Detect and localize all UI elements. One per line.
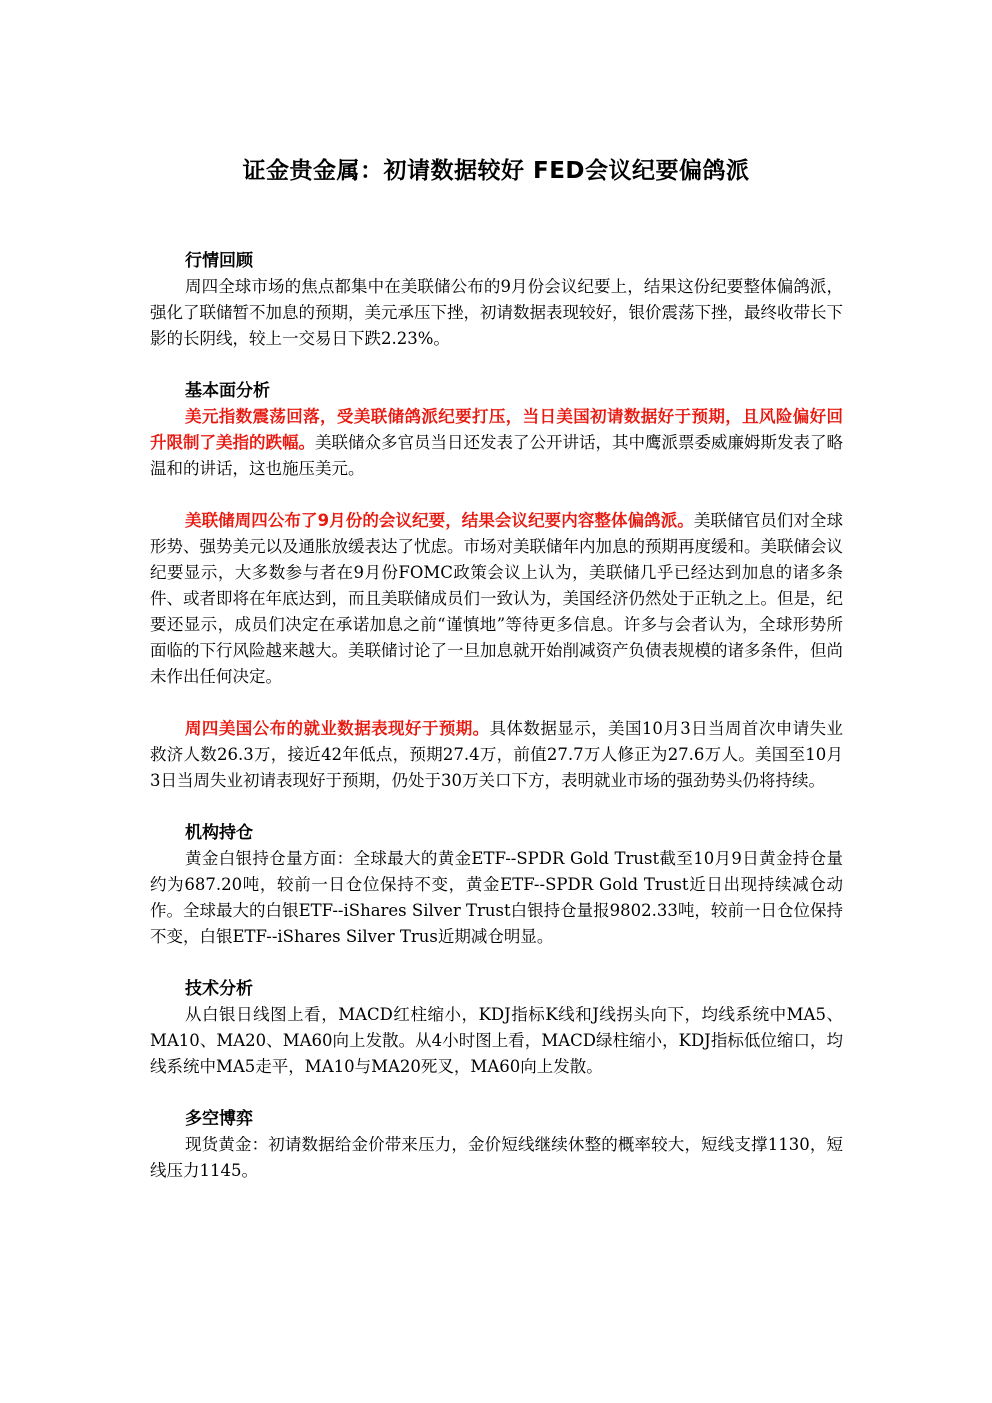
section-technical-analysis	[150, 976, 843, 1080]
paragraph-highlight: 美联储周四公布了9月份的会议纪要，结果会议纪要内容整体偏鸽派。	[185, 511, 694, 530]
paragraph	[150, 1132, 843, 1184]
section-heading: 行情回顾	[185, 251, 253, 271]
spacer	[150, 482, 843, 508]
paragraph	[150, 1002, 843, 1080]
section-heading: 基本面分析	[185, 381, 270, 401]
section-heading: 机构持仓	[185, 823, 253, 843]
spacer	[150, 794, 843, 820]
spacer	[150, 690, 843, 716]
document-title: 证金贵金属：初请数据较好 FED会议纪要偏鸽派	[242, 158, 750, 184]
paragraph	[150, 274, 843, 352]
paragraph-text: 从白银日线图上看，MACD红柱缩小，KDJ指标K线和J线拐头向下，均线系统中MA5、MA10、MA20、MA60向上发散。从4小时图上看，MACD绿柱缩小，KDJ指标低位缩口，均线系统中MA5走平，MA10与MA20死叉，MA60向上发散。	[150, 1005, 843, 1076]
paragraph-text: 美联储众多官员当日还发表了公开讲话，其中鹰派票委威廉姆斯发表了略温和的讲话，这也施压美元。	[150, 433, 843, 478]
paragraph	[150, 846, 843, 950]
paragraph-text: 现货黄金：初请数据给金价带来压力，金价短线继续休整的概率较大，短线支撑1130，短线压力1145。	[150, 1135, 843, 1180]
paragraph-text: 黄金白银持仓量方面：全球最大的黄金ETF--SPDR Gold Trust截至10月9日黄金持仓量约为687.20吨，较前一日仓位保持不变，黄金ETF--SPDR Gold Trust近日出现持续减仓动作。全球最大的白银ETF--iShares Silver Trust白银持仓量报9802.33吨，较前一日仓位保持不变，白银ETF--iShares Silver Trus近期减仓明显。	[150, 849, 843, 946]
section-heading: 多空博弈	[185, 1109, 253, 1129]
paragraph-text: 美联储官员们对全球形势、强势美元以及通胀放缓表达了忧虑。市场对美联储年内加息的预期再度缓和。美联储会议纪要显示，大多数参与者在9月份FOMC政策会议上认为，美联储几乎已经达到加息的诸多条件、或者即将在年底达到，而且美联储成员们一致认为，美国经济仍然处于正轨之上。但是，纪要还显示，成员们决定在承诺加息之前“谨慎地”等待更多信息。许多与会者认为，全球形势所面临的下行风险越来越大。美联储讨论了一旦加息就开始削减资产负债表规模的诸多条件，但尚未作出任何决定。	[150, 511, 844, 686]
section-heading: 技术分析	[185, 979, 253, 999]
paragraph-text: 具体数据显示，美国10月3日当周首次申请失业救济人数26.3万，接近42年低点，预期27.4万，前值27.7万人修正为27.6万人。美国至10月3日当周失业初请表现好于预期，仍处于30万关口下方，表明就业市场的强劲势头仍将持续。	[150, 719, 844, 790]
document-body	[150, 248, 843, 1184]
paragraph	[150, 404, 843, 482]
section-bull-bear	[150, 1106, 843, 1184]
paragraph-text: 周四全球市场的焦点都集中在美联储公布的9月份会议纪要上，结果这份纪要整体偏鸽派，强化了联储暂不加息的预期，美元承压下挫，初请数据表现较好，银价震荡下挫，最终收带长下影的长阴线，较上一交易日下跌2.23%。	[150, 277, 843, 348]
spacer	[150, 352, 843, 378]
paragraph-highlight: 周四美国公布的就业数据表现好于预期。	[185, 719, 490, 738]
spacer	[150, 950, 843, 976]
paragraph	[150, 716, 843, 794]
section-market-review	[150, 248, 843, 352]
section-institutional-holdings	[150, 820, 843, 950]
section-fundamental-analysis	[150, 378, 843, 794]
paragraph-highlight: 美元指数震荡回落，受美联储鸽派纪要打压，当日美国初请数据好于预期，且风险偏好回升限制了美指的跌幅。	[150, 407, 843, 452]
paragraph	[150, 508, 843, 690]
spacer	[150, 1080, 843, 1106]
